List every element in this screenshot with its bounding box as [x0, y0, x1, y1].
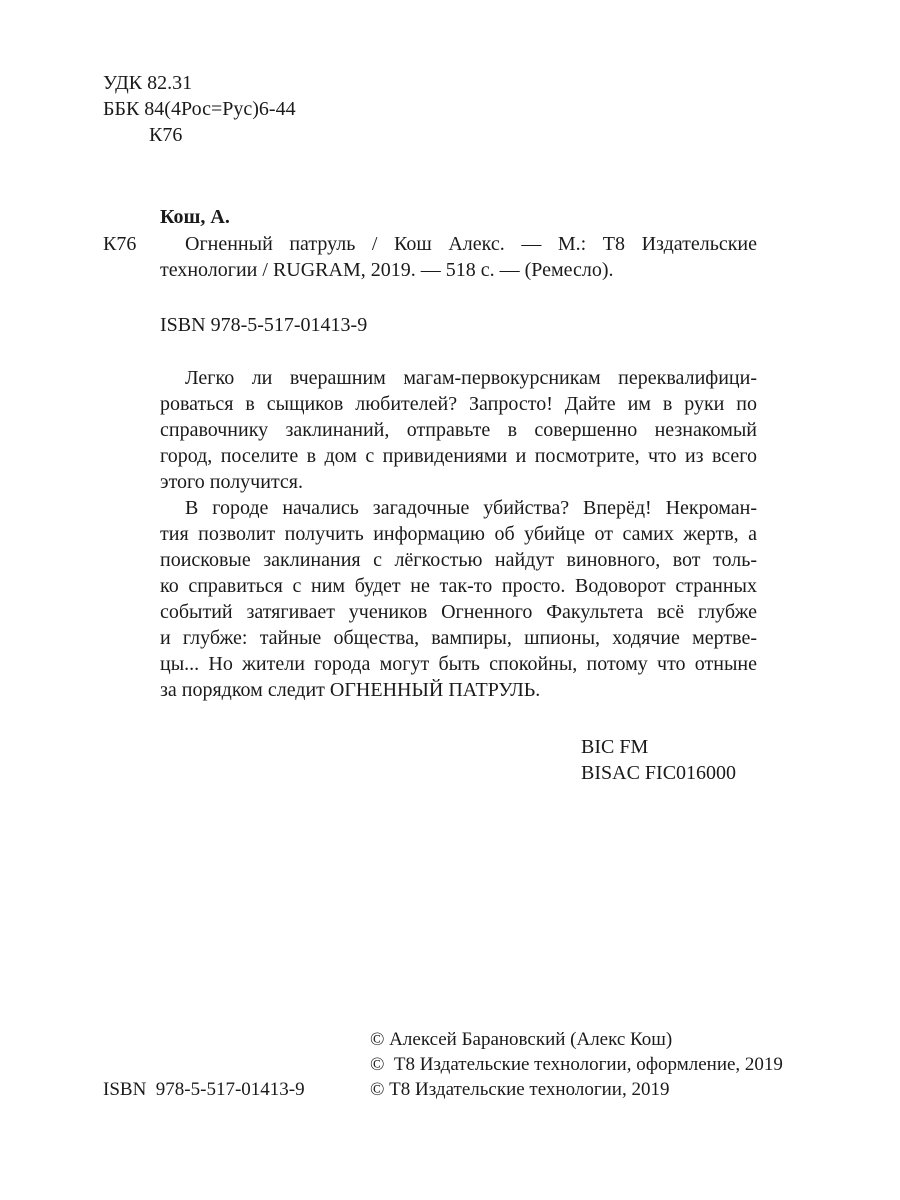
annotation-line: поисковые заклинания с лёгкостью найдут виновного, вот толь- — [160, 549, 757, 571]
annotation-line: ко справиться с ним будет не так-то просто. Водоворот странных — [160, 575, 757, 597]
annotation-line: и глубже: тайные общества, вампиры, шпионы, ходячие мертве- — [160, 627, 757, 649]
copyright-block — [370, 1027, 783, 1102]
classification-block — [103, 70, 296, 148]
annotation-line: справочнику заклинаний, отправьте в совершенно незнакомый — [160, 419, 757, 441]
copyright-line: © Т8 Издательские технологии, оформление, 2019 — [370, 1054, 783, 1075]
annotation-line: Легко ли вчерашним магам-первокурсникам переквалифици- — [185, 367, 757, 389]
annotation-line: роваться в сыщиков любителей? Запросто! Дайте им в руки по — [160, 393, 757, 415]
copyright-line: © Т8 Издательские технологии, 2019 — [370, 1079, 670, 1100]
bisac-code: BISAC FIC016000 — [581, 762, 737, 784]
annotation-line: событий затягивает учеников Огненного Факультета всё глубже — [160, 601, 757, 623]
record-description — [160, 231, 757, 283]
annotation-line: тия позволит получить информацию об убийце от самих жертв, а — [160, 523, 757, 545]
annotation-line: город, поселите в дом с привидениями и посмотрите, что из всего — [160, 445, 757, 467]
description-line: Огненный патруль / Кош Алекс. — М.: Т8 Издательские — [185, 233, 757, 255]
annotation-line: В городе начались загадочные убийства? Вперёд! Некроман- — [185, 497, 757, 519]
record-author-mark: К76 — [103, 233, 137, 255]
annotation-line: этого получится. — [160, 471, 304, 493]
annotation-paragraph-2 — [160, 495, 757, 703]
subject-codes — [581, 734, 736, 786]
author-mark: К76 — [149, 124, 183, 146]
footer-isbn: ISBN 978-5-517-01413-9 — [103, 1079, 305, 1100]
record-author: Кош, А. — [160, 206, 230, 228]
description-line: технологии / RUGRAM, 2019. — 518 с. — (Ремесло). — [160, 259, 614, 281]
annotation-line: цы... Но жители города могут быть спокойны, потому что отныне — [160, 653, 757, 675]
bbk-code: ББК 84(4Рос=Рус)6-44 — [103, 98, 296, 120]
copyright-line: © Алексей Барановский (Алекс Кош) — [370, 1029, 673, 1050]
annotation-paragraph-1 — [160, 365, 757, 495]
udk-code: УДК 82.31 — [103, 72, 193, 94]
annotation-line: за порядком следит ОГНЕННЫЙ ПАТРУЛЬ. — [160, 679, 541, 701]
record-isbn: ISBN 978-5-517-01413-9 — [160, 314, 368, 336]
bic-code: BIC FM — [581, 736, 649, 758]
